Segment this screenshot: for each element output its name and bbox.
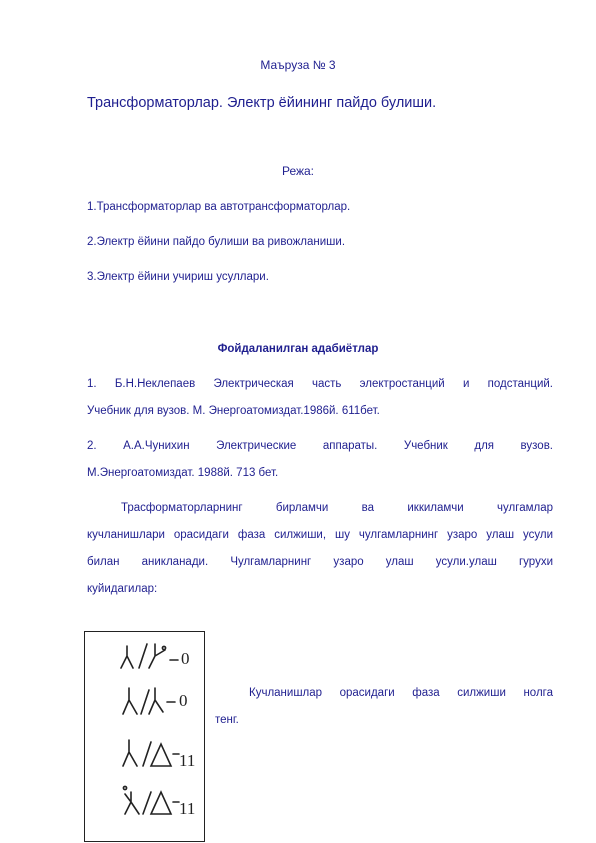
plan-item: 3.Электр ёйини учириш усуллари. <box>87 271 269 283</box>
plan-item: 2.Электр ёйини пайдо булиши ва ривожланиши. <box>87 236 346 248</box>
winding-groups-figure <box>84 631 205 842</box>
literature-item <box>87 433 553 487</box>
literature-item-line: М.Энергоатомиздат. 1988й. 713 бет. <box>87 467 279 479</box>
literature-item-line: 2. А.А.Чунихин Электрические аппараты. Учебник для вузов. <box>87 440 553 452</box>
paragraph-line: билан аникланади. Чулгамларнинг узаро улаш усули.улаш гурухи <box>87 556 553 568</box>
literature-item-line: 1. Б.Н.Неклепаев Электрическая часть электростанций и подстанций. <box>87 378 553 390</box>
paragraph-line: кучланишлари орасидаги фаза силжиши, шу чулгамларнинг узаро улаш усули <box>87 529 553 541</box>
group-label: 11 <box>179 751 196 770</box>
lecture-subject: Трансформаторлар. Электр ёйининг пайдо булиши. <box>87 95 437 111</box>
plan-heading: Режа: <box>281 164 315 178</box>
phase-shift-note <box>215 680 553 734</box>
group-label: 11 <box>179 799 196 818</box>
winding-symbol-y-y-0 <box>123 688 175 714</box>
body-paragraph <box>87 495 553 603</box>
note-line: Кучланишлар орасидаги фаза силжиши нолга <box>249 687 553 699</box>
group-label: 0 <box>181 649 190 668</box>
note-line: тенг. <box>215 714 239 726</box>
paragraph-line: Трасформаторларнинг бирламчи ва иккиламчи чулгамлар <box>121 502 553 514</box>
lecture-title: Маъруза № 3 <box>260 58 336 72</box>
literature-heading: Фойдаланилган адабиётлар <box>217 343 379 355</box>
paragraph-line: куйидагилар: <box>87 583 158 595</box>
literature-item <box>87 371 553 425</box>
winding-diagram <box>85 632 206 843</box>
winding-symbol-y-delta-11 <box>123 786 179 814</box>
literature-item-line: Учебник для вузов. М. Энергоатомиздат.1986й. 611бет. <box>87 405 380 417</box>
winding-symbol-y-delta-11 <box>123 740 179 766</box>
plan-item: 1.Трансформаторлар ва автотрансформаторлар. <box>87 201 351 213</box>
group-label: 0 <box>179 691 188 710</box>
winding-symbol-y-y-0 <box>121 644 178 668</box>
